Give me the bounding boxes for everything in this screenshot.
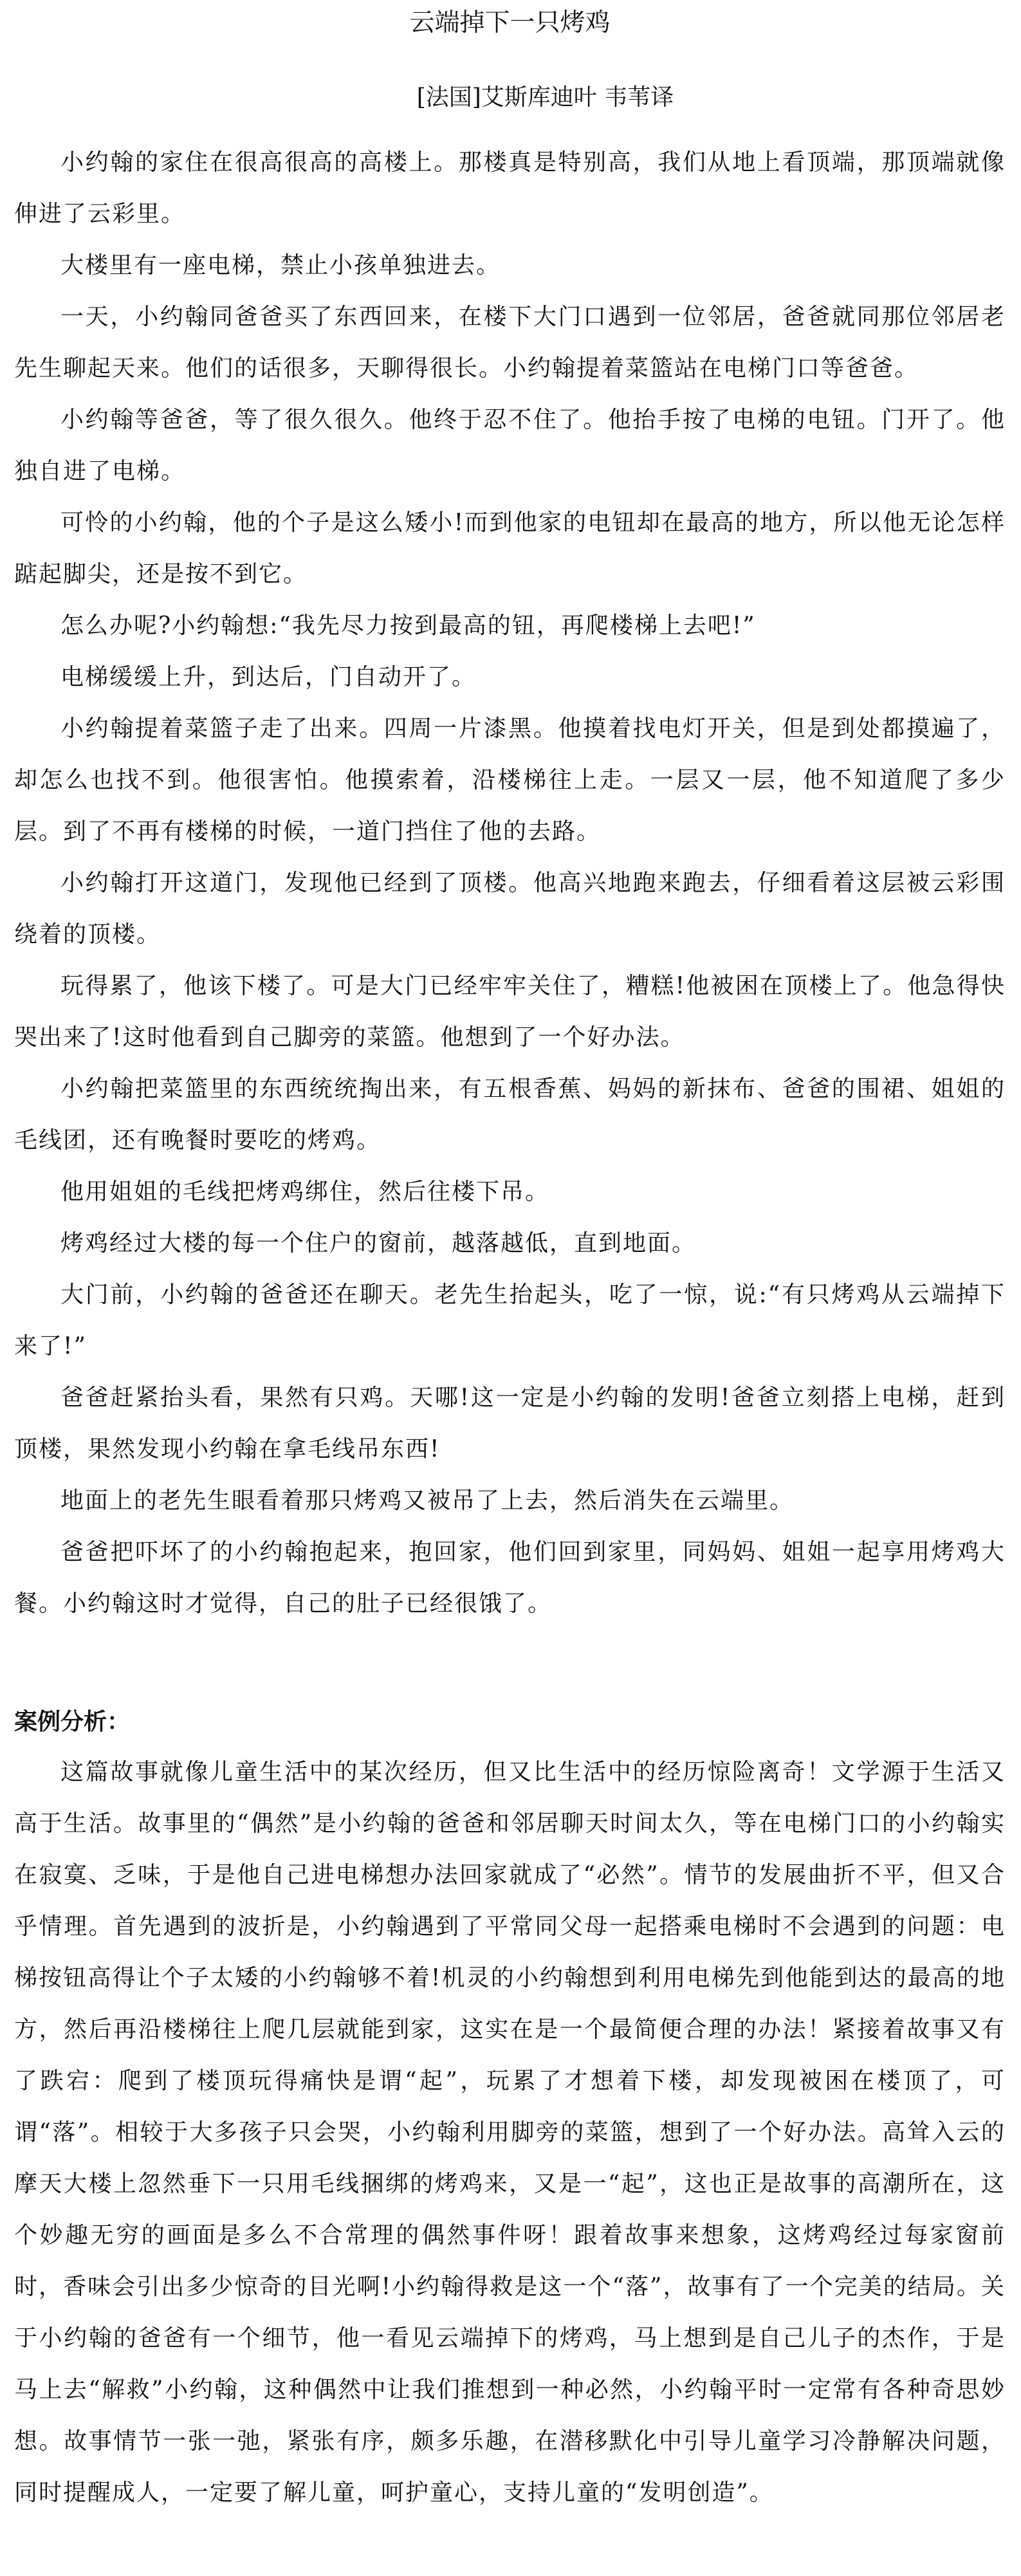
document-title: 云端掉下一只烤鸡	[409, 8, 611, 37]
story-body	[14, 137, 1006, 1630]
story-paragraph: 地面上的老先生眼看着那只烤鸡又被吊了上去，然后消失在云端里。	[60, 1487, 795, 1514]
story-paragraph: 可怜的小约翰，他的个子是这么矮小!而到他家的电钮却在最高的地方，所以他无论怎样踮起脚尖，还是按不到它。	[14, 510, 1006, 587]
story-paragraph: 烤鸡经过大楼的每一个住户的窗前，越落越低，直到地面。	[60, 1230, 697, 1256]
analysis-heading: 案例分析：	[14, 1708, 131, 1735]
story-paragraph: 玩得累了，他该下楼了。可是大门已经牢牢关住了，糟糕!他被困在顶楼上了。他急得快哭出来了!这时他看到自己脚旁的菜篮。他想到了一个好办法。	[14, 973, 1006, 1051]
story-paragraph: 小约翰的家住在很高很高的高楼上。那楼真是特别高，我们从地上看顶端，那顶端就像伸进了云彩里。	[14, 149, 1006, 227]
story-paragraph: 小约翰提着菜篮子走了出来。四周一片漆黑。他摸着找电灯开关，但是到处都摸遍了，却怎么也找不到。他很害怕。他摸索着，沿楼梯往上走。一层又一层，他不知道爬了多少层。到了不再有楼梯的时候，一道门挡住了他的去路。	[14, 715, 1006, 845]
document-page	[0, 5, 1021, 2576]
story-paragraph: 大楼里有一座电梯，禁止小孩单独进去。	[60, 252, 501, 279]
story-paragraph: 小约翰把菜篮里的东西统统掏出来，有五根香蕉、妈妈的新抹布、爸爸的围裙、姐姐的毛线团，还有晚餐时要吃的烤鸡。	[14, 1076, 1006, 1154]
story-paragraph: 一天，小约翰同爸爸买了东西回来，在楼下大门口遇到一位邻居，爸爸就同那位邻居老先生聊起天来。他们的话很多，天聊得很长。小约翰提着菜篮站在电梯门口等爸爸。	[14, 304, 1006, 382]
story-paragraph: 怎么办呢?小约翰想:“我先尽力按到最高的钮，再爬楼梯上去吧!”	[60, 612, 756, 639]
analysis-paragraph: 这篇故事就像儿童生活中的某次经历，但又比生活中的经历惊险离奇！文学源于生活又高于生活。故事里的“偶然”是小约翰的爸爸和邻居聊天时间太久，等在电梯门口的小约翰实在寂寞、乏味，于是他自己进电梯想办法回家就成了“必然”。情节的发展曲折不平，但又合乎情理。首先遇到的波折是，小约翰遇到了平常同父母一起搭乘电梯时不会遇到的问题：电梯按钮高得让个子太矮的小约翰够不着!机灵的小约翰想到利用电梯先到他能到达的最高的地方，然后再沿楼梯往上爬几层就能到家，这实在是一个最简便合理的办法！紧接着故事又有了跌宕：爬到了楼顶玩得痛快是谓“起”，玩累了才想着下楼，却发现被困在楼顶了，可谓“落”。相较于大多孩子只会哭，小约翰利用脚旁的菜篮，想到了一个好办法。高耸入云的摩天大楼上忽然垂下一只用毛线捆绑的烤鸡来，又是一“起”，这也正是故事的高潮所在，这个妙趣无穷的画面是多么不合常理的偶然事件呀！跟着故事来想象，这烤鸡经过每家窗前时，香味会引出多少惊奇的目光啊!小约翰得救是这一个“落”，故事有了一个完美的结局。关于小约翰的爸爸有一个细节，他一看见云端掉下的烤鸡，马上想到是自己儿子的杰作，于是马上去“解救”小约翰，这种偶然中让我们推想到一种必然，小约翰平时一定常有各种奇思妙想。故事情节一张一弛，紧张有序，颇多乐趣，在潜移默化中引导儿童学习冷静解决问题，同时提醒成人，一定要了解儿童，呵护童心，支持儿童的“发明创造”。	[14, 1759, 1006, 2506]
story-paragraph: 爸爸赶紧抬头看，果然有只鸡。天哪!这一定是小约翰的发明!爸爸立刻搭上电梯，赶到顶楼，果然发现小约翰在拿毛线吊东西!	[14, 1385, 1006, 1462]
story-paragraph: 电梯缓缓上升，到达后，门自动开了。	[60, 664, 477, 690]
story-paragraph: 大门前，小约翰的爸爸还在聊天。老先生抬起头，吃了一惊，说:“有只烤鸡从云端掉下来了!”	[14, 1282, 1006, 1359]
story-paragraph: 爸爸把吓坏了的小约翰抱起来，抱回家，他们回到家里，同妈妈、姐姐一起享用烤鸡大餐。小约翰这时才觉得，自己的肚子已经很饿了。	[14, 1539, 1006, 1617]
story-paragraph: 小约翰等爸爸，等了很久很久。他终于忍不住了。他抬手按了电梯的电钮。门开了。他独自进了电梯。	[14, 407, 1006, 484]
author-translator-line: [法国]艾斯库迪叶 韦苇译	[416, 84, 674, 111]
story-paragraph: 小约翰打开这道门，发现他已经到了顶楼。他高兴地跑来跑去，仔细看着这层被云彩围绕着的顶楼。	[14, 870, 1006, 948]
story-paragraph: 他用姐姐的毛线把烤鸡绑住，然后往楼下吊。	[60, 1179, 550, 1205]
analysis-section	[14, 1747, 1006, 2519]
